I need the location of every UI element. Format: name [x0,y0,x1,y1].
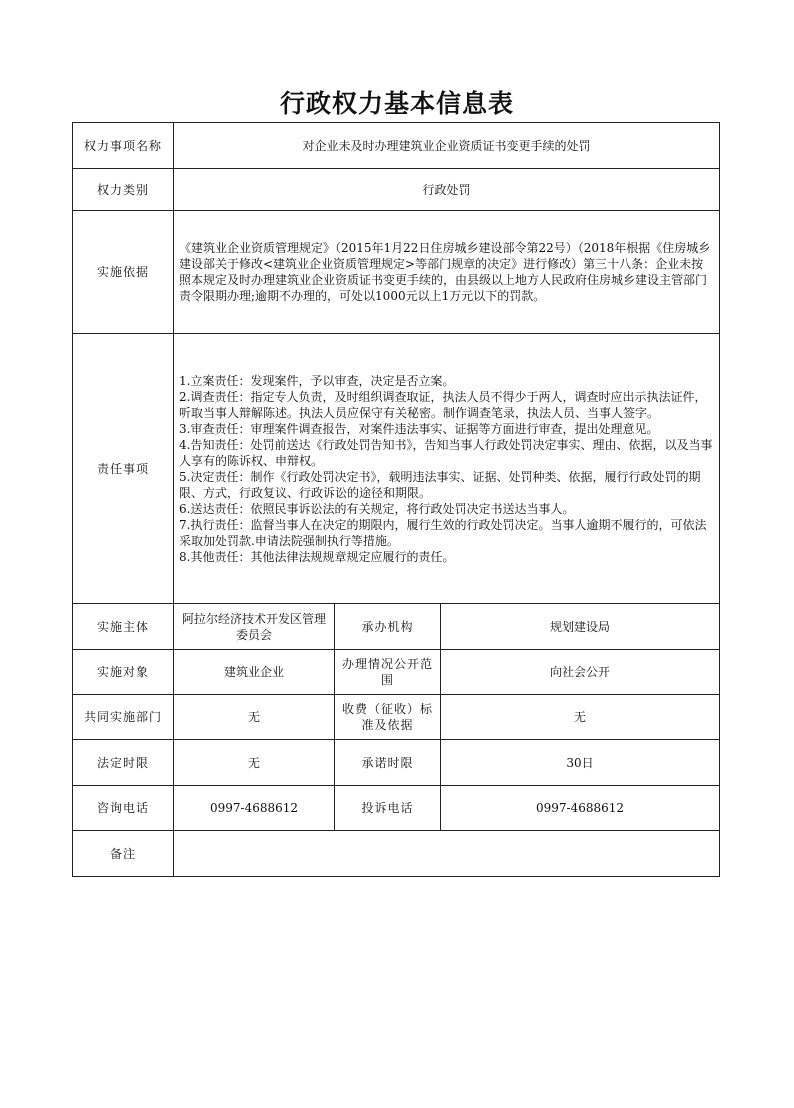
row-responsibility [73,334,720,604]
complaint-phone-value: 0997-4688612 [441,786,720,831]
basis-value: 《建筑业企业资质管理规定》（2015年1月22日住房城乡建设部令第22号）（2018年根据《住房城乡建设部关于修改<建筑业企业资质管理规定>等部门规章的决定》进行修改）第三十八条：企业未按照本规定及时办理建筑业企业资质证书变更手续的，由县级以上地方人民政府住房城乡建设主管部门责令限期办理;逾期不办理的，可处以1000元以上1万元以下的罚款。 [174,211,720,334]
joint-dept-label: 共同实施部门 [73,695,174,740]
row-deadline [73,740,720,786]
fee-standard-label: 收费（征收）标准及依据 [335,695,441,740]
basis-label: 实施依据 [73,211,174,334]
row-remark [73,831,720,877]
responsibility-item: 3.审查责任：审理案件调查报告，对案件违法事实、证据等方面进行审查，提出处理意见。 [179,421,659,436]
responsibility-item: 5.决定责任：制作《行政处罚决定书》，载明违法事实、证据、处罚种类、依据，履行行政处罚的期限、方式，行政复议、行政诉讼的途径和期限。 [179,469,701,500]
row-target [73,650,720,695]
info-table [72,122,720,877]
consult-phone-value: 0997-4688612 [174,786,335,831]
remark-value [174,831,720,877]
subject-value: 阿拉尔经济技术开发区管理委员会 [174,604,335,650]
promised-deadline-value: 30日 [441,740,720,786]
row-category [73,169,720,211]
joint-dept-value: 无 [174,695,335,740]
handling-agency-label: 承办机构 [335,604,441,650]
responsibility-label: 责任事项 [73,334,174,604]
responsibility-item: 8.其他责任：其他法律法规规章规定应履行的责任。 [179,549,455,564]
legal-deadline-value: 无 [174,740,335,786]
responsibility-list [174,334,720,604]
page-title: 行政权力基本信息表 [279,89,514,118]
responsibility-item: 1.立案责任：发现案件，予以审查，决定是否立案。 [179,373,455,388]
target-label: 实施对象 [73,650,174,695]
category-label: 权力类别 [73,169,174,211]
remark-label: 备注 [73,831,174,877]
subject-label: 实施主体 [73,604,174,650]
name-value: 对企业未及时办理建筑业企业资质证书变更手续的处罚 [174,123,720,169]
row-subject [73,604,720,650]
promised-deadline-label: 承诺时限 [335,740,441,786]
responsibility-item: 7.执行责任：监督当事人在决定的期限内，履行生效的行政处罚决定。当事人逾期不履行的，可依法采取加处罚款.申请法院强制执行等措施。 [179,517,707,548]
target-value: 建筑业企业 [174,650,335,695]
fee-standard-value: 无 [441,695,720,740]
category-value: 行政处罚 [174,169,720,211]
handling-agency-value: 规划建设局 [441,604,720,650]
name-label: 权力事项名称 [73,123,174,169]
responsibility-item: 2.调查责任：指定专人负责，及时组织调查取证，执法人员不得少于两人，调查时应出示执法证件，听取当事人辩解陈述。执法人员应保守有关秘密。制作调查笔录，执法人员、当事人签字。 [179,389,707,420]
row-name [73,123,720,169]
row-basis [73,211,720,334]
responsibility-item: 4.告知责任：处罚前送达《行政处罚告知书》，告知当事人行政处罚决定事实、理由、依据，以及当事人享有的陈诉权、申辩权。 [179,437,713,468]
legal-deadline-label: 法定时限 [73,740,174,786]
disclosure-scope-value: 向社会公开 [441,650,720,695]
row-phone [73,786,720,831]
consult-phone-label: 咨询电话 [73,786,174,831]
disclosure-scope-label: 办理情况公开范围 [335,650,441,695]
row-joint [73,695,720,740]
complaint-phone-label: 投诉电话 [335,786,441,831]
responsibility-item: 6.送达责任：依照民事诉讼法的有关规定，将行政处罚决定书送达当事人。 [179,501,575,516]
